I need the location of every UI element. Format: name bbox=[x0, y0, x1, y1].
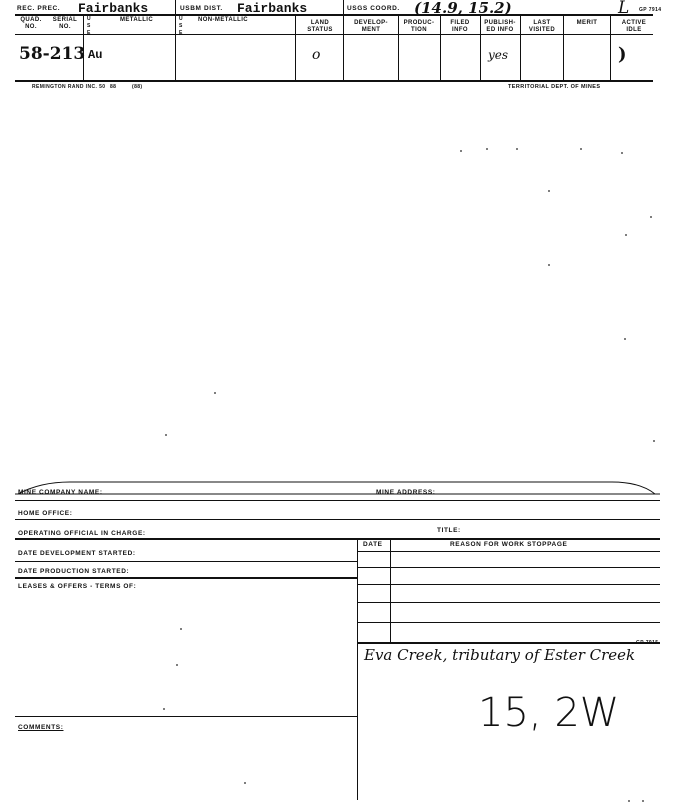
rec-prec-label: REC. PREC. bbox=[17, 5, 61, 12]
col-merit: MERIT bbox=[576, 20, 598, 26]
mine-company-label: MINE COMPANY NAME: bbox=[18, 489, 103, 496]
col-land-status: LAND STATUS bbox=[307, 20, 333, 33]
col-published-info: PUBLISH-ED INFO bbox=[484, 20, 516, 33]
column-divider bbox=[440, 14, 441, 80]
col-filed-info: FILED INFO bbox=[450, 20, 470, 33]
handwritten-coordinate: 15, 2W bbox=[478, 690, 620, 736]
column-divider bbox=[610, 14, 611, 80]
col-serial-no: SERIAL NO. bbox=[52, 17, 78, 30]
printer-code-2: (88) bbox=[132, 84, 143, 90]
date-column-divider bbox=[390, 538, 391, 642]
col-development: DEVELOP-MENT bbox=[354, 20, 388, 33]
form-rule bbox=[357, 602, 660, 603]
home-office-label: HOME OFFICE: bbox=[18, 510, 73, 517]
col-non-metallic: NON-METALLIC bbox=[198, 17, 249, 23]
column-divider bbox=[398, 14, 399, 80]
usgs-coord-value: (14.9, 15.2) bbox=[414, 0, 512, 17]
form-rule bbox=[15, 577, 358, 579]
form-rule bbox=[357, 551, 660, 552]
col-last-visited: LAST VISITED bbox=[528, 20, 556, 33]
lower-center-divider bbox=[357, 538, 358, 800]
reason-column-header: REASON FOR WORK STOPPAGE bbox=[450, 541, 568, 548]
form-rule bbox=[15, 716, 358, 717]
operating-official-label: OPERATING OFFICIAL IN CHARGE: bbox=[18, 530, 146, 537]
column-divider bbox=[520, 14, 521, 80]
date-development-label: DATE DEVELOPMENT STARTED: bbox=[18, 550, 136, 557]
record-rule bbox=[15, 80, 653, 82]
usbm-dist-label: USBM DIST. bbox=[180, 5, 223, 12]
comments-label: COMMENTS: bbox=[18, 724, 64, 731]
col-use-metallic: U S E bbox=[87, 16, 92, 36]
form-rule bbox=[357, 642, 660, 644]
department-imprint: TERRITORIAL DEPT. OF MINES bbox=[508, 84, 601, 90]
record-active-idle: ) bbox=[618, 44, 627, 65]
header-divider bbox=[175, 0, 176, 14]
date-column-header: DATE bbox=[363, 541, 383, 548]
corner-mark: L bbox=[618, 0, 630, 18]
form-number-bottom: GP 7915 bbox=[636, 640, 659, 646]
form-rule bbox=[15, 519, 660, 520]
record-metallic: Au bbox=[88, 48, 103, 62]
record-land-status: o bbox=[312, 47, 321, 63]
column-divider bbox=[343, 14, 344, 80]
col-metallic: METALLIC bbox=[120, 17, 154, 23]
printer-imprint: REMINGTON RAND INC. 50 bbox=[32, 84, 106, 90]
header-divider bbox=[343, 0, 344, 14]
date-production-label: DATE PRODUCTION STARTED: bbox=[18, 568, 130, 575]
col-use-nonmetallic: U S E bbox=[179, 16, 184, 36]
form-number-top: GP 7914 bbox=[639, 7, 662, 13]
col-active-idle: ACTIVE IDLE bbox=[621, 20, 647, 33]
form-rule bbox=[15, 561, 358, 562]
form-rule bbox=[357, 622, 660, 623]
record-published-info: yes bbox=[488, 48, 509, 62]
col-quad-no: QUAD. NO. bbox=[20, 17, 42, 30]
mine-address-label: MINE ADDRESS: bbox=[376, 489, 436, 496]
column-divider bbox=[480, 14, 481, 80]
usgs-coord-label: USGS COORD. bbox=[347, 5, 400, 12]
title-label: TITLE: bbox=[437, 527, 461, 534]
rec-prec-value: Fairbanks bbox=[78, 1, 149, 16]
col-production: PRODUC-TION bbox=[403, 20, 435, 33]
usbm-dist-value: Fairbanks bbox=[237, 1, 308, 16]
leases-offers-label: LEASES & OFFERS - TERMS OF: bbox=[18, 583, 137, 590]
header-rule bbox=[15, 14, 653, 16]
column-divider bbox=[175, 14, 176, 80]
column-rule bbox=[15, 34, 653, 35]
record-serial: 58-213 bbox=[19, 44, 86, 64]
form-rule bbox=[357, 567, 660, 568]
form-rule bbox=[15, 500, 660, 501]
form-rule bbox=[357, 584, 660, 585]
column-divider bbox=[563, 14, 564, 80]
printer-code: 88 bbox=[110, 84, 117, 90]
column-divider bbox=[295, 14, 296, 80]
handwritten-location-note: Eva Creek, tributary of Ester Creek bbox=[364, 646, 636, 664]
form-rule bbox=[15, 538, 660, 540]
